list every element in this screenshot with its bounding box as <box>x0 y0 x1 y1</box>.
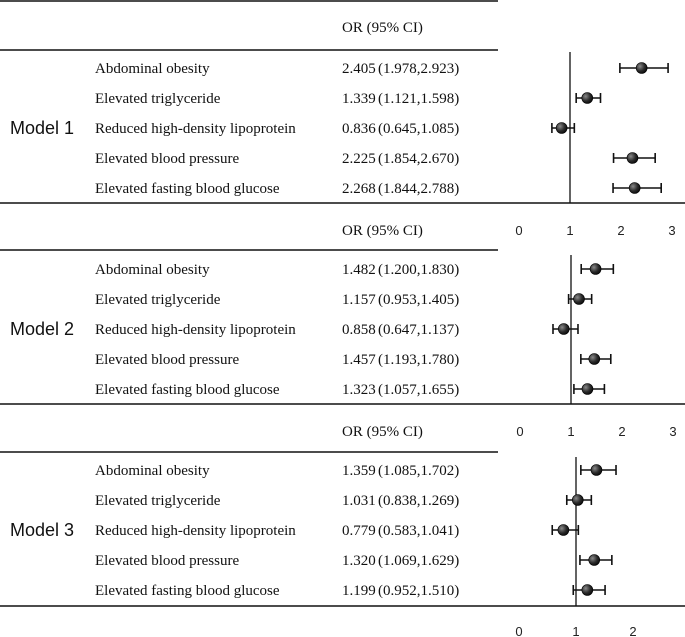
or-value: 2.268 <box>342 181 376 197</box>
ci-value: (1.057,1.655) <box>378 382 460 398</box>
row-label: Elevated blood pressure <box>95 553 240 569</box>
or-point <box>591 465 602 476</box>
or-value: 1.359 <box>342 463 376 479</box>
ci-value: (1.121,1.598) <box>378 91 460 107</box>
or-point <box>636 63 647 74</box>
ci-value: (0.645,1.085) <box>378 121 460 137</box>
or-value: 1.320 <box>342 553 376 569</box>
or-point <box>589 354 600 365</box>
row-label: Elevated blood pressure <box>95 352 240 368</box>
ci-value: (1.978,2.923) <box>378 61 460 77</box>
or-value: 0.836 <box>342 121 376 137</box>
or-point <box>590 264 601 275</box>
x-tick-label: 0 <box>515 624 523 637</box>
ci-value: (0.953,1.405) <box>378 292 460 308</box>
or-value: 2.405 <box>342 61 376 77</box>
row-label: Abdominal obesity <box>95 463 210 479</box>
or-point <box>558 324 569 335</box>
or-point <box>627 153 638 164</box>
x-tick-label: 2 <box>617 223 625 238</box>
or-value: 1.157 <box>342 292 376 308</box>
ci-value: (1.069,1.629) <box>378 553 460 569</box>
x-tick-label: 1 <box>572 624 580 637</box>
ci-value: (0.583,1.041) <box>378 523 460 539</box>
x-tick-label: 1 <box>566 223 574 238</box>
or-ci-header: OR (95% CI) <box>342 223 423 239</box>
row-label: Elevated triglyceride <box>95 493 221 509</box>
or-point <box>572 495 583 506</box>
x-tick-label: 0 <box>516 424 524 439</box>
or-value: 2.225 <box>342 151 376 167</box>
or-point <box>558 525 569 536</box>
x-tick-label: 3 <box>669 424 677 439</box>
or-point <box>556 123 567 134</box>
ci-value: (1.085,1.702) <box>378 463 460 479</box>
x-tick-label: 1 <box>567 424 575 439</box>
model-label: Model 1 <box>10 118 75 138</box>
ci-value: (1.193,1.780) <box>378 352 460 368</box>
x-tick-label: 2 <box>618 424 626 439</box>
row-label: Elevated fasting blood glucose <box>95 382 280 398</box>
or-point <box>589 555 600 566</box>
or-value: 1.199 <box>342 583 376 599</box>
or-point <box>582 93 593 104</box>
or-value: 0.858 <box>342 322 376 338</box>
or-value: 1.323 <box>342 382 376 398</box>
row-label: Elevated triglyceride <box>95 91 221 107</box>
or-value: 1.457 <box>342 352 376 368</box>
or-point <box>582 384 593 395</box>
or-value: 1.031 <box>342 493 376 509</box>
row-label: Reduced high-density lipoprotein <box>95 121 296 137</box>
row-label: Reduced high-density lipoprotein <box>95 322 296 338</box>
row-label: Abdominal obesity <box>95 262 210 278</box>
or-value: 0.779 <box>342 523 376 539</box>
x-tick-label: 3 <box>668 223 676 238</box>
or-ci-header: OR (95% CI) <box>342 424 423 440</box>
or-point <box>574 294 585 305</box>
row-label: Abdominal obesity <box>95 61 210 77</box>
or-ci-header: OR (95% CI) <box>342 20 423 36</box>
or-point <box>629 183 640 194</box>
or-value: 1.482 <box>342 262 376 278</box>
or-point <box>582 585 593 596</box>
ci-value: (1.200,1.830) <box>378 262 460 278</box>
x-tick-label: 2 <box>629 624 637 637</box>
row-label: Elevated blood pressure <box>95 151 240 167</box>
ci-value: (0.838,1.269) <box>378 493 460 509</box>
ci-value: (1.854,2.670) <box>378 151 460 167</box>
ci-value: (0.952,1.510) <box>378 583 460 599</box>
row-label: Elevated fasting blood glucose <box>95 583 280 599</box>
row-label: Reduced high-density lipoprotein <box>95 523 296 539</box>
ci-value: (0.647,1.137) <box>378 322 460 338</box>
model-label: Model 2 <box>10 319 75 339</box>
ci-value: (1.844,2.788) <box>378 181 460 197</box>
x-tick-label: 0 <box>515 223 523 238</box>
row-label: Elevated fasting blood glucose <box>95 181 280 197</box>
model-label: Model 3 <box>10 520 75 540</box>
or-value: 1.339 <box>342 91 376 107</box>
row-label: Elevated triglyceride <box>95 292 221 308</box>
